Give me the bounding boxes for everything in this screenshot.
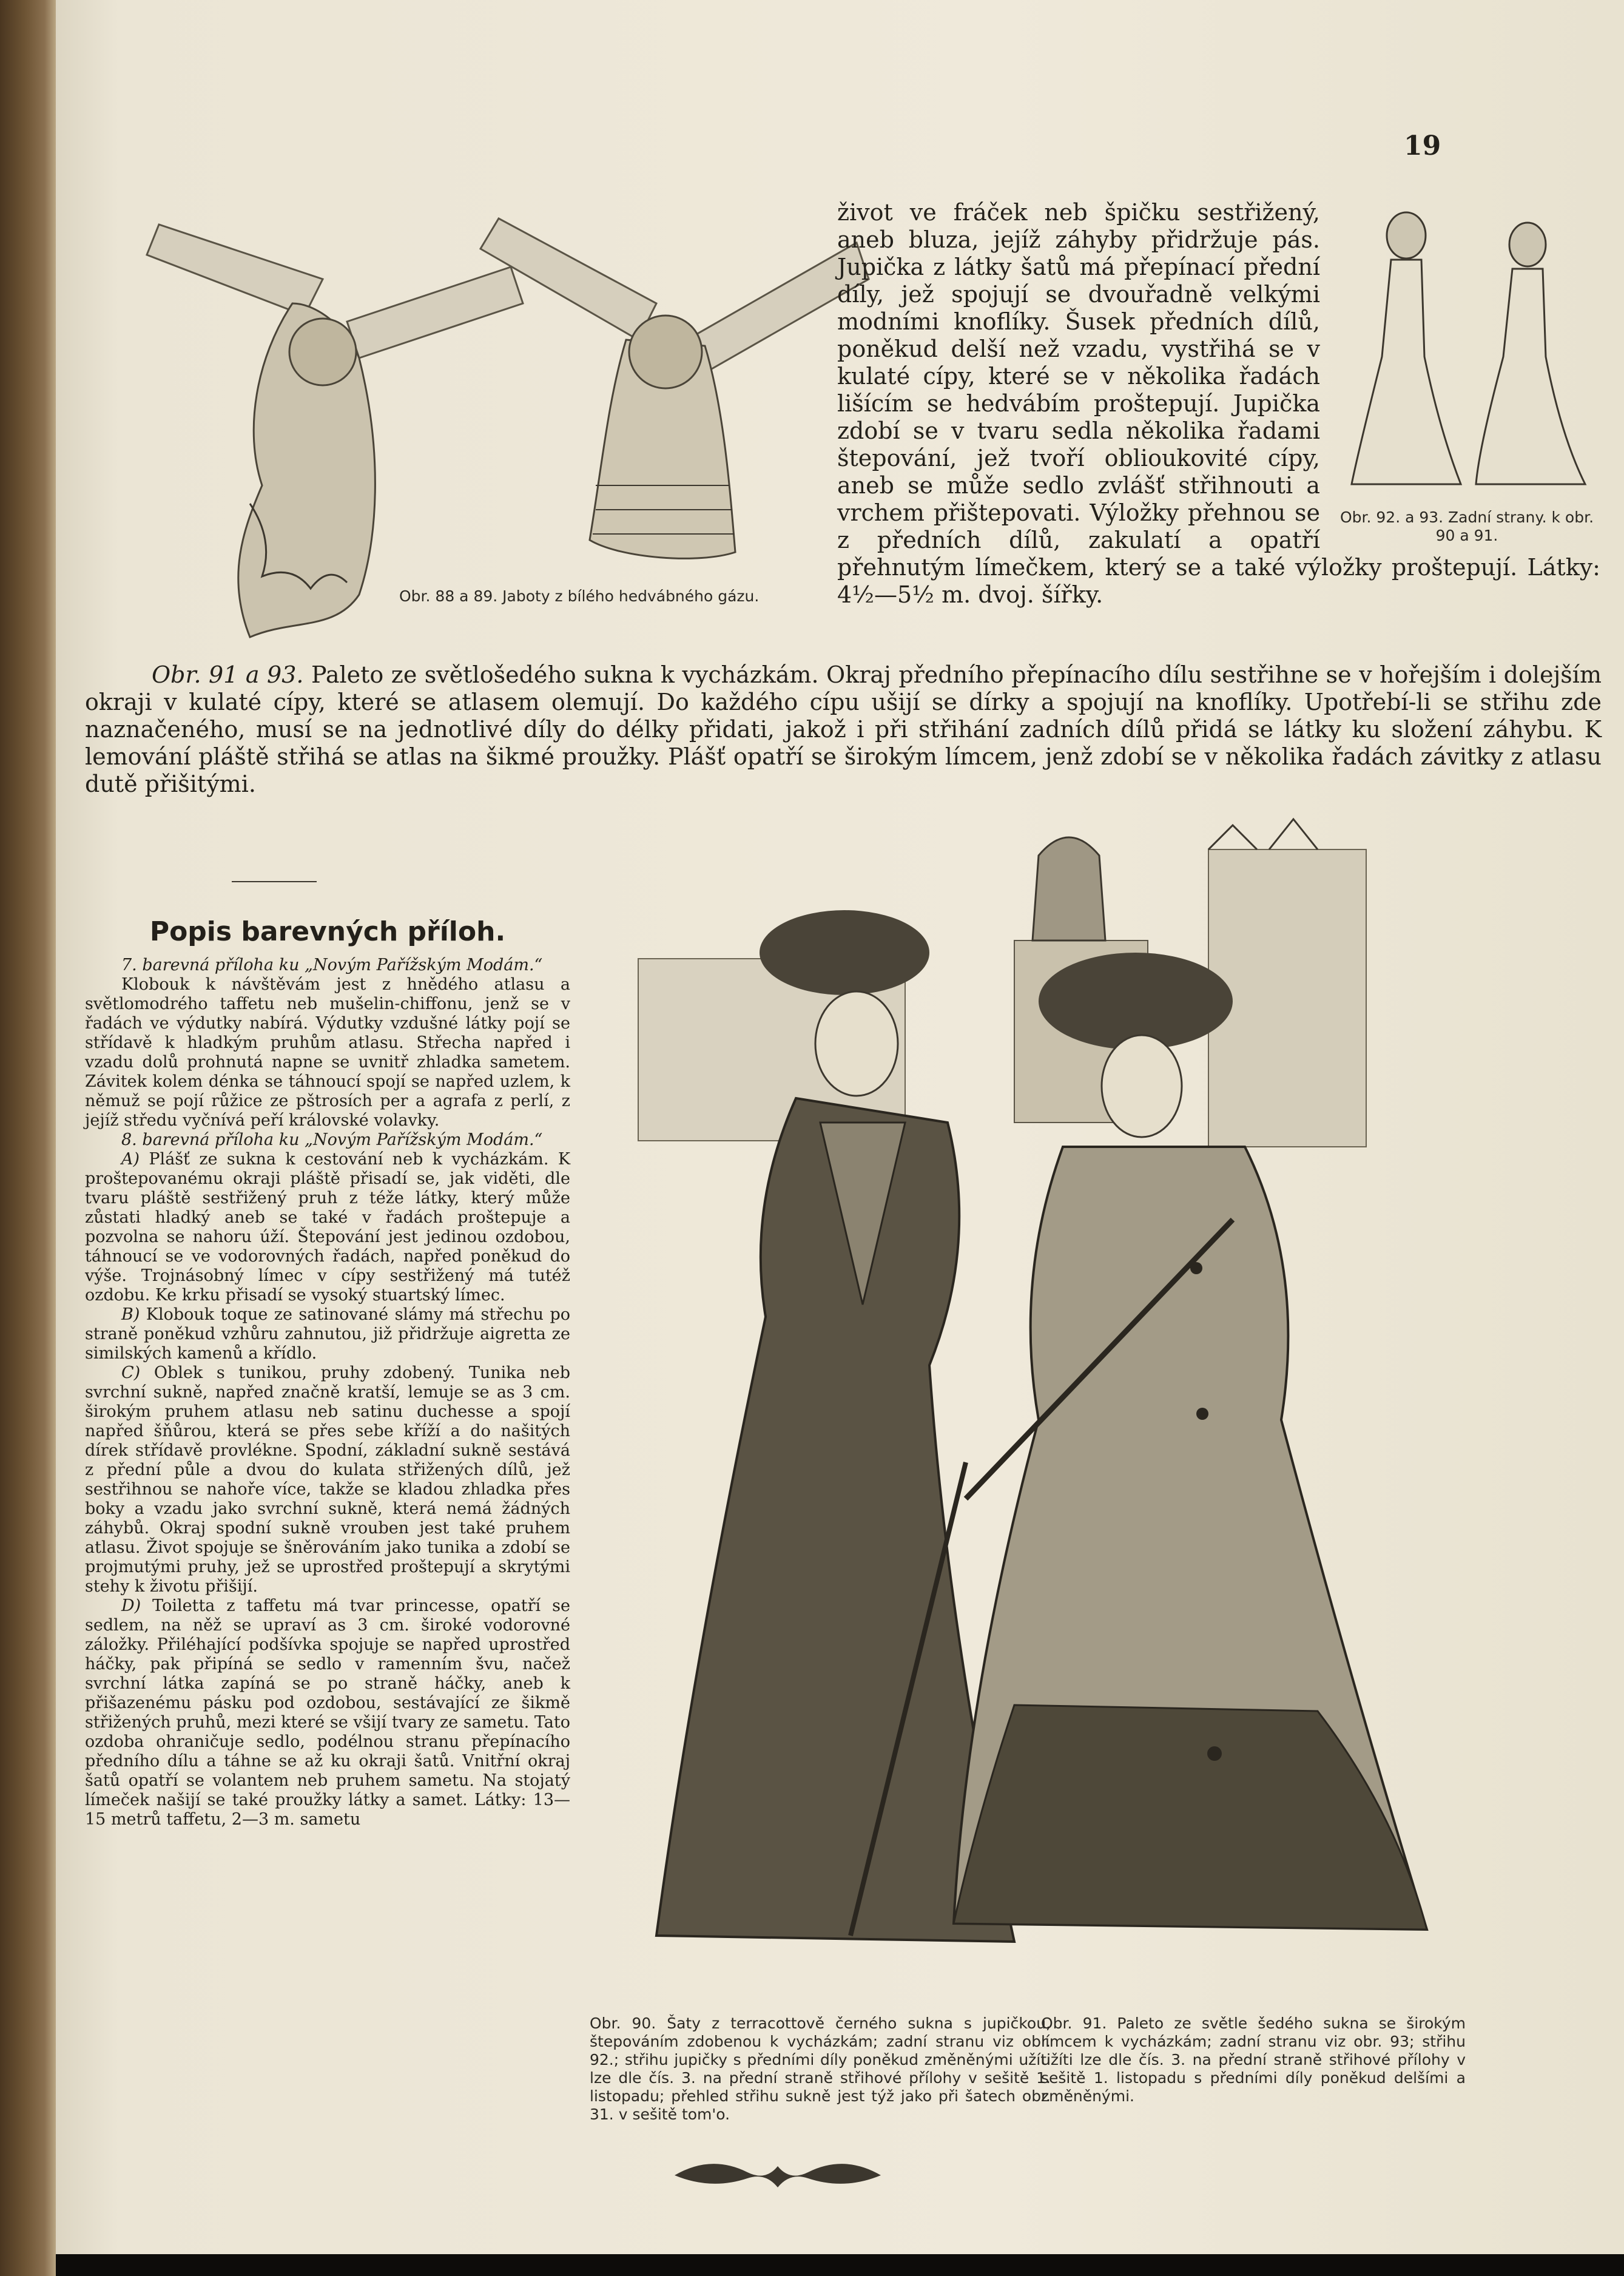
- item-d-text: Toiletta z taffetu má tvar princesse, opatří se sedlem, na něž se upraví as 3 cm. široké vodorovné záložky. Přiléhající podšívka spojuje se napřed uprostřed háčky, pak připíná se sedlo v ramenním švu, načež svrchní látka zapíná se po straně háčky, aneb k přišazenému pásku pod ozdobou, sestávající ze šikmě střižených pruhů, mezi které se všijí tvary ze sametu. Tato ozdoba ohraničuje sedlo, podélnou stranu přepínacího předního dílu a táhne se až ku okraji šatů. Vnitřní okraj šatů opatří se volantem neb pruhem sametu. Na stojatý límeček našijí se také proužky látky a samet. Látky: 13—15 metrů taffetu, 2—3 m. sametu: [85, 1596, 571, 1829]
- fig-88-89-caption: Obr. 88 a 89. Jaboty z bílého hedvábného gázu.: [399, 587, 760, 605]
- obr-91-93-paragraph: [85, 661, 1602, 798]
- obr-91-93-text: Paleto ze světlošedého sukna k vycházkám. Okraj předního přepínacího dílu sestřihne se v hořejším i dolejším okraji v kulaté cípy, které se atlasem olemují. Do každého cípu ušijí se dírky a spojují na knoflíky. Upotřebí-li se střihu zde naznačeného, musí se na jednotlivé díly do délky přidati, jakož i při střihání zadních dílů přidá se látky ku složení záhybu. K lemování pláště střihá se atlas na šikmé proužky. Plášť opatří se širokým límcem, jenž zdobí se v několika řadách závitky z atlasu dutě přišitými.: [85, 661, 1602, 797]
- item-c-marker: C): [121, 1363, 141, 1382]
- back-view-illustration: [1333, 199, 1600, 502]
- back-view-figure-right: [1476, 223, 1585, 484]
- color-plate-7-text: Klobouk k návštěvám jest z hnědého atlasu a světlomodrého taffetu neb mušelin-chiffonu, jenž se v řadách ve výdutky nabírá. Výdutky vzdušné látky pojí se střídavě k hladkým pruhům atlasu. Střecha napřed i vzadu dolů prohnutá napne se uvnitř zhladka sametem. Závitek kolem dénka se táhnoucí spojí se napřed uzlem, k němuž se pojí růžice ze pštrosích per a agrafa z perlí, z jejíž středu vyčnívá peří královské volavky.: [85, 975, 570, 1130]
- ornament-footer-icon: [662, 2148, 893, 2203]
- city-square-background: [638, 819, 1366, 1147]
- color-plate-8-item-d: [85, 1596, 570, 1829]
- book-spine: [0, 0, 56, 2276]
- jabot-right-figure: [480, 218, 869, 558]
- obr-91-93-label: Obr. 91 a 93.: [152, 661, 304, 688]
- item-a-marker: A): [121, 1150, 140, 1169]
- back-view-figure-left: [1352, 212, 1461, 484]
- item-b-text: Klobouk toque ze satinované slámy má střechu po straně poněkud vzhůru zahnutou, již přidržuje aigretta ze similských kamenů a křídlo.: [85, 1305, 570, 1363]
- jabot-left-figure: [147, 225, 523, 637]
- fig-91-caption: Obr. 91. Paleto ze světle šedého sukna se širokým límcem k vycházkám; zadní stranu viz obr. 93; střihu užíti lze dle čís. 3. na přední straně střihové přílohy v sešitě 1. listopadu s předními díly poněkud delšími a změněnými.: [1041, 2014, 1466, 2105]
- top-paragraph: [837, 199, 1600, 666]
- item-c-text: Oblek s tunikou, pruhy zdobený. Tunika neb svrchní sukně, napřed značně kratší, lemuje se as 3 cm. širokým pruhem atlasu neb satinu duchesse a spojí napřed šňůrou, která se přes sebe kříží a do našitých dírek střídavě provlékne. Spodní, základní sukně sestává z přední půle a dvou do kulata střižených dílů, jež sestřihnou se nahoře více, takže se kladou zhladka přes boky a vzadu jako svrchní sukně, která nemá žádných záhybů. Okraj spodní sukně vrouben jest také pruhem atlasu. Život spojuje se šněrováním jako tunika a zdobí se projmutými pruhy, jež se uprostřed proštepují a skrytými stehy k životu přišijí.: [85, 1363, 570, 1596]
- color-plate-8-item-a: [85, 1150, 570, 1305]
- color-plate-8-item-c: [85, 1363, 570, 1596]
- fashion-illustration: [590, 783, 1451, 1996]
- fig-92-93-caption: Obr. 92. a 93. Zadní strany. k obr. 90 a 91.: [1339, 508, 1594, 544]
- item-a-text: Plášť ze sukna k cestování neb k vycházkám. K proštepovanému okraji pláště přisadí se, jak viděti, dle tvaru pláště sestřižený pruh z téže látky, který může zůstati hladký aneb se také v řadách proštepuje a pozvolna se nahoru úží. Štepování jest jedinou ozdobou, táhnoucí se ve vodorovných řadách, napřed poněkud do výše. Trojnásobný límec v cípy sestřižený má tutéž ozdobu. Ke krku přisadí se vysoký stuartský límec.: [85, 1150, 570, 1305]
- ornament-divider: [232, 881, 317, 882]
- left-column: [85, 916, 570, 1829]
- item-b-marker: B): [121, 1305, 140, 1324]
- top-paragraph-text: život ve fráček neb špičku sestřižený, aneb bluza, jejíž záhyby přidržuje pás. Jupička z látky šatů má přepínací přední díly, jež spojují se dvouřadně velkými modními knoflíky. Šusek předních dílů, poněkud delší než vzadu, vystřihá se v kulaté cípy, které se v několika řadách lišícím se hedvábím proštepují. Jupička zdobí se v tvaru sedla několika řadami štepování, jež tvoří oblioukovité cípy, aneb se může sedlo zvlášť střihnouti a vrchem přištepovati. Výložky přehnou se z předních dílů, zakulatí a opatří přehnutým límečkem, který se a také výložky proštepují. Látky: 4½—5½ m. dvoj. šířky.: [837, 199, 1600, 608]
- color-plate-8-lead: 8. barevná příloha ku „Novým Pařížským Modám.“: [121, 1130, 543, 1149]
- magazine-page: [56, 0, 1624, 2254]
- color-plate-7-lead: 7. barevná příloha ku „Novým Pařížským Modám.“: [121, 956, 543, 974]
- section-heading: Popis barevných příloh.: [149, 916, 506, 947]
- item-d-marker: D): [121, 1596, 141, 1615]
- fig-92-93-box: [1333, 199, 1600, 544]
- fig-90-caption: Obr. 90. Šaty z terracottově černého sukna s jupičkou, štepováním zdobenou k vycházkám; zadní stranu viz obr. 92.; střihu jupičky s předními díly poněkud změněnými užíti lze dle čís. 3. na přední straně střihové přílohy v sešitě 1. listopadu; přehled střihu sukně jest týž jako při šatech obr. 31. v sešitě tom'o.: [590, 2014, 1051, 2123]
- color-plate-8-item-b: [85, 1305, 570, 1363]
- page-number: 19: [1404, 130, 1441, 161]
